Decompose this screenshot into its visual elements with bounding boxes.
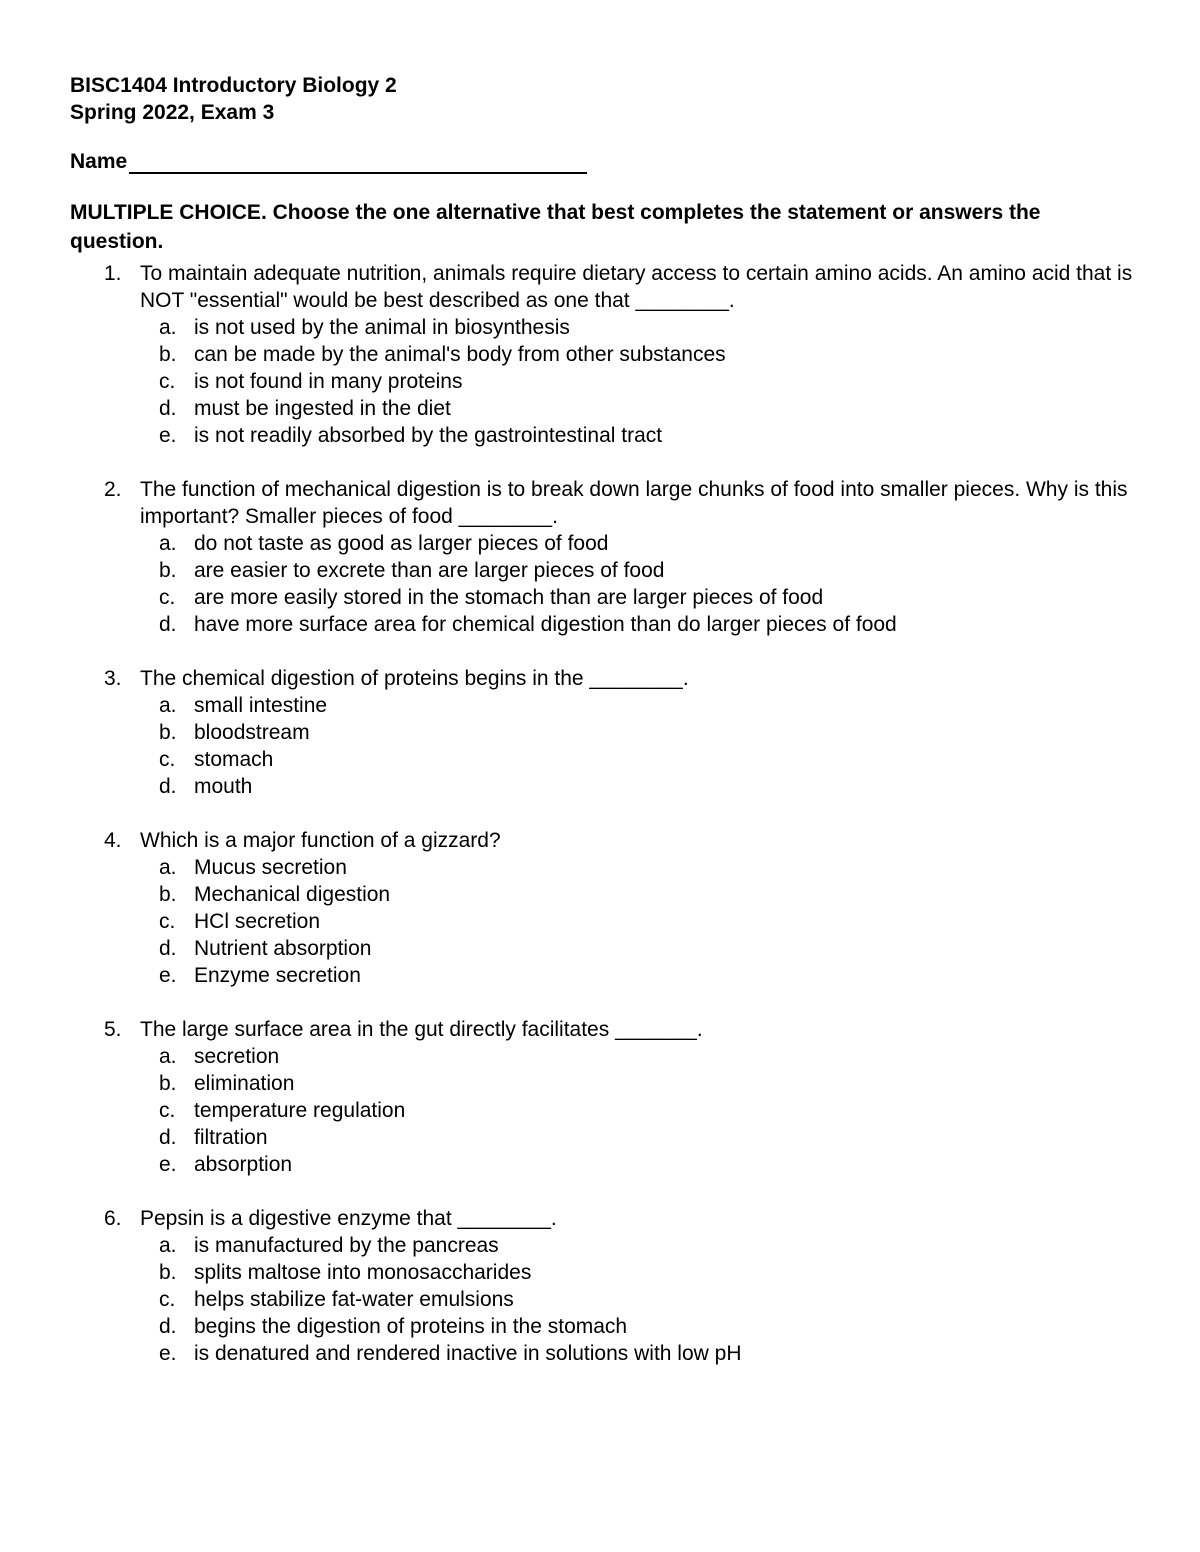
option-letter: c. (159, 1099, 176, 1122)
option-text: mouth (194, 775, 253, 798)
answer-option[interactable] (140, 746, 1130, 773)
question-item (70, 1016, 1130, 1178)
option-letter: b. (159, 1261, 177, 1284)
answer-option[interactable] (140, 1340, 1130, 1367)
question-number: 4. (104, 829, 122, 852)
question-text: The chemical digestion of proteins begins in the ________. (140, 667, 689, 690)
instructions: MULTIPLE CHOICE. Choose the one alternative that best completes the statement or answers the question. (70, 201, 1041, 253)
option-text: absorption (194, 1153, 293, 1176)
option-letter: b. (159, 559, 177, 582)
option-text: filtration (194, 1126, 268, 1149)
option-letter: a. (159, 694, 177, 717)
option-letter: a. (159, 1045, 177, 1068)
question-text: To maintain adequate nutrition, animals require dietary access to certain amino acids. An amino acid that is NOT "essential" would be best described as one that ________. (140, 262, 1133, 312)
answer-option[interactable] (140, 1313, 1130, 1340)
name-row (70, 146, 1130, 174)
option-letter: a. (159, 856, 177, 879)
option-text: are more easily stored in the stomach than are larger pieces of food (194, 586, 824, 609)
option-text: splits maltose into monosaccharides (194, 1261, 532, 1284)
answer-option[interactable] (140, 881, 1130, 908)
option-letter: d. (159, 1315, 177, 1338)
option-text: bloodstream (194, 721, 310, 744)
question-item (70, 1205, 1130, 1367)
option-letter: d. (159, 1126, 177, 1149)
option-letter: c. (159, 586, 176, 609)
answer-options (140, 530, 1130, 638)
question-item (70, 827, 1130, 989)
answer-option[interactable] (140, 557, 1130, 584)
option-letter: e. (159, 1342, 177, 1365)
option-letter: d. (159, 775, 177, 798)
answer-option[interactable] (140, 1286, 1130, 1313)
question-text: Pepsin is a digestive enzyme that ________. (140, 1207, 557, 1230)
option-text: stomach (194, 748, 274, 771)
answer-option[interactable] (140, 584, 1130, 611)
name-blank-line[interactable] (129, 152, 587, 174)
answer-option[interactable] (140, 908, 1130, 935)
option-letter: b. (159, 883, 177, 906)
answer-option[interactable] (140, 935, 1130, 962)
question-text: The function of mechanical digestion is to break down large chunks of food into smaller pieces. Why is this important? Smaller pieces of food ________. (140, 478, 1128, 528)
answer-option[interactable] (140, 530, 1130, 557)
answer-option[interactable] (140, 368, 1130, 395)
option-letter: e. (159, 424, 177, 447)
answer-option[interactable] (140, 611, 1130, 638)
answer-option[interactable] (140, 1097, 1130, 1124)
option-text: temperature regulation (194, 1099, 406, 1122)
answer-option[interactable] (140, 395, 1130, 422)
exam-term: Spring 2022, Exam 3 (70, 101, 275, 124)
answer-option[interactable] (140, 1232, 1130, 1259)
option-letter: c. (159, 370, 176, 393)
option-text: Nutrient absorption (194, 937, 372, 960)
answer-options (140, 1043, 1130, 1178)
question-number: 3. (104, 667, 122, 690)
answer-option[interactable] (140, 1124, 1130, 1151)
question-item (70, 476, 1130, 638)
option-text: must be ingested in the diet (194, 397, 451, 420)
answer-option[interactable] (140, 341, 1130, 368)
option-text: small intestine (194, 694, 328, 717)
name-label: Name (70, 150, 128, 173)
answer-option[interactable] (140, 1259, 1130, 1286)
option-letter: a. (159, 1234, 177, 1257)
answer-option[interactable] (140, 314, 1130, 341)
question-number: 1. (104, 262, 122, 285)
question-number: 5. (104, 1018, 122, 1041)
option-letter: e. (159, 1153, 177, 1176)
option-letter: d. (159, 397, 177, 420)
option-letter: c. (159, 748, 176, 771)
option-text: are easier to excrete than are larger pieces of food (194, 559, 665, 582)
option-text: is not readily absorbed by the gastrointestinal tract (194, 424, 663, 447)
answer-option[interactable] (140, 692, 1130, 719)
question-number: 6. (104, 1207, 122, 1230)
option-text: can be made by the animal's body from other substances (194, 343, 726, 366)
option-text: elimination (194, 1072, 295, 1095)
question-text: Which is a major function of a gizzard? (140, 829, 501, 852)
answer-option[interactable] (140, 1043, 1130, 1070)
option-text: is denatured and rendered inactive in solutions with low pH (194, 1342, 742, 1365)
option-letter: c. (159, 1288, 176, 1311)
option-text: Enzyme secretion (194, 964, 361, 987)
answer-option[interactable] (140, 962, 1130, 989)
question-text: The large surface area in the gut directly facilitates _______. (140, 1018, 703, 1041)
option-letter: b. (159, 721, 177, 744)
option-letter: a. (159, 316, 177, 339)
option-text: is manufactured by the pancreas (194, 1234, 499, 1257)
option-letter: d. (159, 937, 177, 960)
option-letter: d. (159, 613, 177, 636)
option-text: HCl secretion (194, 910, 321, 933)
answer-option[interactable] (140, 854, 1130, 881)
option-text: Mucus secretion (194, 856, 347, 879)
answer-options (140, 854, 1130, 989)
option-text: is not found in many proteins (194, 370, 463, 393)
question-number: 2. (104, 478, 122, 501)
question-item (70, 260, 1133, 449)
question-item (70, 665, 1130, 800)
course-title: BISC1404 Introductory Biology 2 (70, 74, 397, 97)
option-letter: e. (159, 964, 177, 987)
answer-options (140, 1232, 1130, 1367)
option-text: is not used by the animal in biosynthesis (194, 316, 570, 339)
answer-options (140, 692, 1130, 800)
answer-option[interactable] (140, 1070, 1130, 1097)
option-text: have more surface area for chemical digestion than do larger pieces of food (194, 613, 897, 636)
answer-option[interactable] (140, 719, 1130, 746)
option-letter: b. (159, 343, 177, 366)
question-list (70, 260, 1133, 1367)
option-text: secretion (194, 1045, 280, 1068)
option-letter: b. (159, 1072, 177, 1095)
answer-options (140, 314, 1130, 449)
option-text: begins the digestion of proteins in the stomach (194, 1315, 628, 1338)
option-text: helps stabilize fat-water emulsions (194, 1288, 514, 1311)
answer-option[interactable] (140, 773, 1130, 800)
option-text: Mechanical digestion (194, 883, 391, 906)
option-letter: c. (159, 910, 176, 933)
option-letter: a. (159, 532, 177, 555)
answer-option[interactable] (140, 1151, 1130, 1178)
option-text: do not taste as good as larger pieces of food (194, 532, 609, 555)
answer-option[interactable] (140, 422, 1130, 449)
